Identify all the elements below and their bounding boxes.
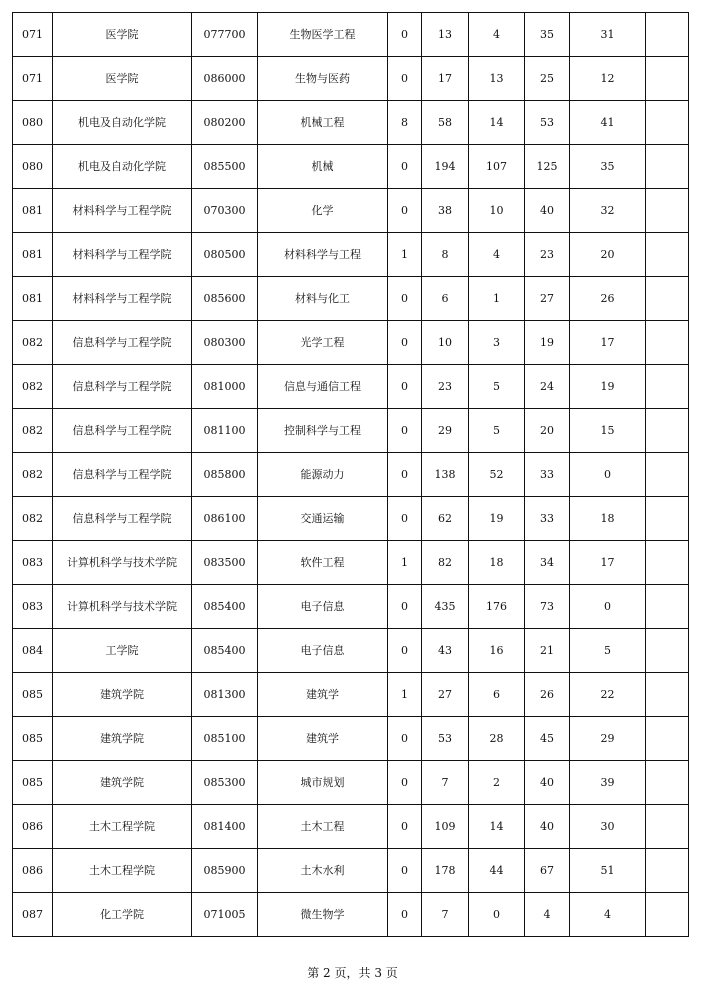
major-name-cell: 建筑学 — [258, 673, 388, 717]
major-code-cell: 083500 — [192, 541, 258, 585]
value-col-1-cell: 1 — [388, 233, 422, 277]
value-col-3-cell: 28 — [469, 717, 525, 761]
value-col-6-cell — [646, 321, 689, 365]
value-col-3-cell: 16 — [469, 629, 525, 673]
value-col-5-cell: 17 — [570, 541, 646, 585]
value-col-2-cell: 194 — [422, 145, 469, 189]
value-col-5-cell: 32 — [570, 189, 646, 233]
value-col-5-cell: 15 — [570, 409, 646, 453]
value-col-2-cell: 53 — [422, 717, 469, 761]
major-name-cell: 交通运输 — [258, 497, 388, 541]
value-col-3-cell: 5 — [469, 409, 525, 453]
value-col-4-cell: 20 — [525, 409, 570, 453]
major-code-cell: 077700 — [192, 13, 258, 57]
value-col-1-cell: 1 — [388, 673, 422, 717]
college-name-cell: 工学院 — [53, 629, 192, 673]
college-name-cell: 计算机科学与技术学院 — [53, 541, 192, 585]
value-col-2-cell: 13 — [422, 13, 469, 57]
value-col-3-cell: 107 — [469, 145, 525, 189]
major-name-cell: 城市规划 — [258, 761, 388, 805]
major-name-cell: 建筑学 — [258, 717, 388, 761]
value-col-1-cell: 0 — [388, 849, 422, 893]
value-col-5-cell: 41 — [570, 101, 646, 145]
value-col-4-cell: 33 — [525, 453, 570, 497]
value-col-6-cell — [646, 585, 689, 629]
value-col-2-cell: 178 — [422, 849, 469, 893]
value-col-5-cell: 19 — [570, 365, 646, 409]
major-code-cell: 085600 — [192, 277, 258, 321]
table-row — [13, 717, 689, 761]
college-code-cell: 081 — [13, 189, 53, 233]
major-code-cell: 086000 — [192, 57, 258, 101]
value-col-6-cell — [646, 145, 689, 189]
major-name-cell: 材料与化工 — [258, 277, 388, 321]
value-col-5-cell: 17 — [570, 321, 646, 365]
page-number: 第 2 页，共 3 页 — [307, 966, 398, 980]
major-code-cell: 085100 — [192, 717, 258, 761]
value-col-2-cell: 435 — [422, 585, 469, 629]
value-col-4-cell: 40 — [525, 805, 570, 849]
value-col-1-cell: 0 — [388, 585, 422, 629]
value-col-6-cell — [646, 13, 689, 57]
value-col-1-cell: 0 — [388, 717, 422, 761]
value-col-1-cell: 0 — [388, 321, 422, 365]
value-col-2-cell: 23 — [422, 365, 469, 409]
value-col-4-cell: 33 — [525, 497, 570, 541]
value-col-1-cell: 0 — [388, 453, 422, 497]
major-code-cell: 080300 — [192, 321, 258, 365]
value-col-5-cell: 20 — [570, 233, 646, 277]
value-col-5-cell: 39 — [570, 761, 646, 805]
value-col-4-cell: 53 — [525, 101, 570, 145]
value-col-3-cell: 0 — [469, 893, 525, 937]
value-col-3-cell: 13 — [469, 57, 525, 101]
value-col-5-cell: 30 — [570, 805, 646, 849]
major-name-cell: 土木水利 — [258, 849, 388, 893]
major-name-cell: 机械 — [258, 145, 388, 189]
major-name-cell: 材料科学与工程 — [258, 233, 388, 277]
value-col-4-cell: 23 — [525, 233, 570, 277]
value-col-3-cell: 19 — [469, 497, 525, 541]
table-row — [13, 101, 689, 145]
major-code-cell: 081000 — [192, 365, 258, 409]
table-row — [13, 189, 689, 233]
value-col-5-cell: 51 — [570, 849, 646, 893]
value-col-4-cell: 40 — [525, 189, 570, 233]
major-name-cell: 微生物学 — [258, 893, 388, 937]
college-code-cell: 071 — [13, 13, 53, 57]
value-col-5-cell: 5 — [570, 629, 646, 673]
value-col-4-cell: 26 — [525, 673, 570, 717]
major-name-cell: 光学工程 — [258, 321, 388, 365]
value-col-6-cell — [646, 101, 689, 145]
value-col-5-cell: 22 — [570, 673, 646, 717]
college-code-cell: 085 — [13, 673, 53, 717]
major-name-cell: 机械工程 — [258, 101, 388, 145]
table-row — [13, 849, 689, 893]
value-col-2-cell: 27 — [422, 673, 469, 717]
value-col-3-cell: 5 — [469, 365, 525, 409]
value-col-3-cell: 18 — [469, 541, 525, 585]
value-col-1-cell: 0 — [388, 409, 422, 453]
value-col-4-cell: 25 — [525, 57, 570, 101]
value-col-2-cell: 29 — [422, 409, 469, 453]
value-col-6-cell — [646, 893, 689, 937]
value-col-1-cell: 0 — [388, 57, 422, 101]
value-col-4-cell: 67 — [525, 849, 570, 893]
major-name-cell: 生物与医药 — [258, 57, 388, 101]
college-name-cell: 材料科学与工程学院 — [53, 233, 192, 277]
table-row — [13, 673, 689, 717]
value-col-1-cell: 0 — [388, 805, 422, 849]
value-col-1-cell: 8 — [388, 101, 422, 145]
major-code-cell: 085800 — [192, 453, 258, 497]
data-table — [12, 12, 689, 937]
college-name-cell: 信息科学与工程学院 — [53, 321, 192, 365]
table-row — [13, 497, 689, 541]
college-code-cell: 085 — [13, 717, 53, 761]
college-code-cell: 080 — [13, 101, 53, 145]
value-col-3-cell: 52 — [469, 453, 525, 497]
major-code-cell: 081300 — [192, 673, 258, 717]
value-col-4-cell: 24 — [525, 365, 570, 409]
value-col-2-cell: 62 — [422, 497, 469, 541]
college-code-cell: 082 — [13, 453, 53, 497]
major-name-cell: 电子信息 — [258, 629, 388, 673]
value-col-3-cell: 10 — [469, 189, 525, 233]
major-code-cell: 071005 — [192, 893, 258, 937]
table-row — [13, 57, 689, 101]
table-row — [13, 585, 689, 629]
major-code-cell: 080200 — [192, 101, 258, 145]
college-code-cell: 082 — [13, 409, 53, 453]
college-code-cell: 083 — [13, 541, 53, 585]
value-col-1-cell: 0 — [388, 365, 422, 409]
college-name-cell: 机电及自动化学院 — [53, 101, 192, 145]
table-row — [13, 233, 689, 277]
value-col-2-cell: 17 — [422, 57, 469, 101]
college-name-cell: 土木工程学院 — [53, 849, 192, 893]
college-code-cell: 085 — [13, 761, 53, 805]
value-col-2-cell: 8 — [422, 233, 469, 277]
value-col-5-cell: 26 — [570, 277, 646, 321]
major-code-cell: 086100 — [192, 497, 258, 541]
value-col-6-cell — [646, 849, 689, 893]
major-code-cell: 081100 — [192, 409, 258, 453]
value-col-1-cell: 1 — [388, 541, 422, 585]
table-row — [13, 409, 689, 453]
major-code-cell: 085400 — [192, 629, 258, 673]
value-col-2-cell: 7 — [422, 893, 469, 937]
value-col-4-cell: 35 — [525, 13, 570, 57]
value-col-5-cell: 0 — [570, 453, 646, 497]
value-col-6-cell — [646, 57, 689, 101]
value-col-3-cell: 3 — [469, 321, 525, 365]
college-code-cell: 083 — [13, 585, 53, 629]
value-col-6-cell — [646, 277, 689, 321]
major-code-cell: 085400 — [192, 585, 258, 629]
college-name-cell: 土木工程学院 — [53, 805, 192, 849]
table-row — [13, 13, 689, 57]
value-col-2-cell: 82 — [422, 541, 469, 585]
value-col-3-cell: 176 — [469, 585, 525, 629]
value-col-6-cell — [646, 365, 689, 409]
value-col-6-cell — [646, 189, 689, 233]
value-col-3-cell: 6 — [469, 673, 525, 717]
value-col-1-cell: 0 — [388, 497, 422, 541]
value-col-3-cell: 14 — [469, 805, 525, 849]
value-col-6-cell — [646, 673, 689, 717]
college-code-cell: 084 — [13, 629, 53, 673]
value-col-6-cell — [646, 541, 689, 585]
table-row — [13, 761, 689, 805]
value-col-1-cell: 0 — [388, 145, 422, 189]
value-col-6-cell — [646, 233, 689, 277]
college-code-cell: 071 — [13, 57, 53, 101]
value-col-4-cell: 125 — [525, 145, 570, 189]
table-row — [13, 277, 689, 321]
value-col-4-cell: 45 — [525, 717, 570, 761]
value-col-6-cell — [646, 409, 689, 453]
value-col-4-cell: 73 — [525, 585, 570, 629]
college-name-cell: 化工学院 — [53, 893, 192, 937]
value-col-3-cell: 1 — [469, 277, 525, 321]
table-row — [13, 893, 689, 937]
value-col-1-cell: 0 — [388, 189, 422, 233]
table-row — [13, 365, 689, 409]
value-col-5-cell: 4 — [570, 893, 646, 937]
value-col-4-cell: 4 — [525, 893, 570, 937]
value-col-2-cell: 10 — [422, 321, 469, 365]
college-code-cell: 080 — [13, 145, 53, 189]
value-col-2-cell: 6 — [422, 277, 469, 321]
value-col-3-cell: 4 — [469, 13, 525, 57]
table-row — [13, 321, 689, 365]
value-col-2-cell: 43 — [422, 629, 469, 673]
major-code-cell: 085900 — [192, 849, 258, 893]
table-row — [13, 629, 689, 673]
value-col-2-cell: 7 — [422, 761, 469, 805]
college-name-cell: 建筑学院 — [53, 717, 192, 761]
major-code-cell: 085500 — [192, 145, 258, 189]
value-col-4-cell: 34 — [525, 541, 570, 585]
table-row — [13, 805, 689, 849]
value-col-6-cell — [646, 629, 689, 673]
value-col-1-cell: 0 — [388, 277, 422, 321]
value-col-3-cell: 44 — [469, 849, 525, 893]
college-code-cell: 087 — [13, 893, 53, 937]
major-name-cell: 化学 — [258, 189, 388, 233]
value-col-6-cell — [646, 497, 689, 541]
college-code-cell: 081 — [13, 277, 53, 321]
college-name-cell: 机电及自动化学院 — [53, 145, 192, 189]
value-col-1-cell: 0 — [388, 629, 422, 673]
value-col-1-cell: 0 — [388, 13, 422, 57]
college-code-cell: 086 — [13, 805, 53, 849]
value-col-5-cell: 29 — [570, 717, 646, 761]
college-name-cell: 信息科学与工程学院 — [53, 453, 192, 497]
value-col-2-cell: 58 — [422, 101, 469, 145]
college-name-cell: 计算机科学与技术学院 — [53, 585, 192, 629]
college-name-cell: 医学院 — [53, 13, 192, 57]
college-code-cell: 081 — [13, 233, 53, 277]
value-col-6-cell — [646, 761, 689, 805]
value-col-4-cell: 40 — [525, 761, 570, 805]
table-row — [13, 541, 689, 585]
value-col-5-cell: 18 — [570, 497, 646, 541]
college-name-cell: 材料科学与工程学院 — [53, 189, 192, 233]
value-col-2-cell: 138 — [422, 453, 469, 497]
value-col-3-cell: 2 — [469, 761, 525, 805]
value-col-4-cell: 21 — [525, 629, 570, 673]
value-col-5-cell: 12 — [570, 57, 646, 101]
value-col-4-cell: 27 — [525, 277, 570, 321]
college-code-cell: 082 — [13, 321, 53, 365]
major-name-cell: 软件工程 — [258, 541, 388, 585]
value-col-6-cell — [646, 805, 689, 849]
value-col-1-cell: 0 — [388, 893, 422, 937]
table-row — [13, 453, 689, 497]
major-name-cell: 能源动力 — [258, 453, 388, 497]
major-code-cell: 070300 — [192, 189, 258, 233]
major-code-cell: 081400 — [192, 805, 258, 849]
value-col-5-cell: 35 — [570, 145, 646, 189]
major-name-cell: 电子信息 — [258, 585, 388, 629]
college-code-cell: 082 — [13, 365, 53, 409]
value-col-4-cell: 19 — [525, 321, 570, 365]
value-col-5-cell: 0 — [570, 585, 646, 629]
college-code-cell: 082 — [13, 497, 53, 541]
college-name-cell: 建筑学院 — [53, 761, 192, 805]
table-row — [13, 145, 689, 189]
major-name-cell: 生物医学工程 — [258, 13, 388, 57]
major-code-cell: 080500 — [192, 233, 258, 277]
college-name-cell: 建筑学院 — [53, 673, 192, 717]
value-col-3-cell: 4 — [469, 233, 525, 277]
college-name-cell: 信息科学与工程学院 — [53, 409, 192, 453]
value-col-2-cell: 38 — [422, 189, 469, 233]
value-col-6-cell — [646, 453, 689, 497]
major-name-cell: 土木工程 — [258, 805, 388, 849]
college-name-cell: 信息科学与工程学院 — [53, 365, 192, 409]
value-col-6-cell — [646, 717, 689, 761]
major-code-cell: 085300 — [192, 761, 258, 805]
college-name-cell: 信息科学与工程学院 — [53, 497, 192, 541]
major-name-cell: 控制科学与工程 — [258, 409, 388, 453]
college-name-cell: 医学院 — [53, 57, 192, 101]
table-body — [13, 13, 689, 937]
college-name-cell: 材料科学与工程学院 — [53, 277, 192, 321]
value-col-2-cell: 109 — [422, 805, 469, 849]
value-col-5-cell: 31 — [570, 13, 646, 57]
college-code-cell: 086 — [13, 849, 53, 893]
major-name-cell: 信息与通信工程 — [258, 365, 388, 409]
value-col-3-cell: 14 — [469, 101, 525, 145]
value-col-1-cell: 0 — [388, 761, 422, 805]
